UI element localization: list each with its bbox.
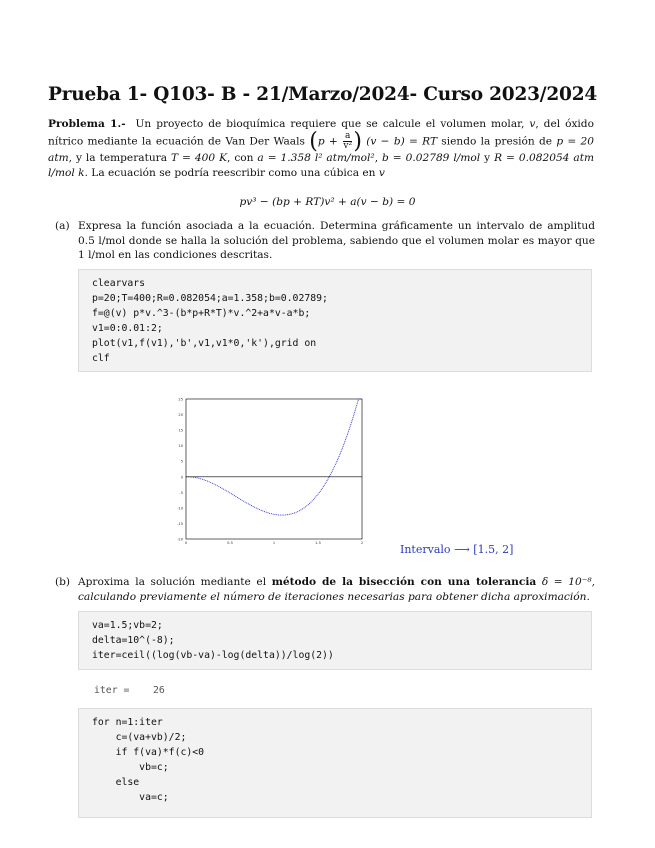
code-line: vb=c; bbox=[92, 762, 169, 773]
a-value: a = 1.358 l² atm/mol² bbox=[257, 152, 375, 164]
p-value: p = 20 atm bbox=[48, 135, 595, 164]
code-line: if f(va)*f(c)<0 bbox=[92, 747, 205, 758]
part-b-text-1: Aproxima la solución mediante el bbox=[78, 576, 267, 588]
x-tick-label: 2 bbox=[360, 541, 364, 545]
code-line: va=1.5;vb=2; bbox=[92, 620, 163, 631]
part-b bbox=[55, 575, 595, 604]
code-line: v1=0:0.01:2; bbox=[92, 323, 163, 334]
code-line: delta=10^(-8); bbox=[92, 635, 175, 646]
part-b-text bbox=[78, 575, 595, 604]
iter-output: iter = 26 bbox=[94, 685, 165, 696]
y-tick-label: 0 bbox=[180, 475, 183, 480]
frac-num: a bbox=[345, 131, 351, 141]
y-tick-label: 25 bbox=[178, 397, 183, 402]
code-line: iter=ceil((log(vb-va)-log(delta))/log(2)) bbox=[92, 650, 334, 661]
y-tick-label: 20 bbox=[178, 413, 183, 418]
paren-close: ) bbox=[353, 129, 363, 154]
code-line: else bbox=[92, 777, 140, 788]
code-line: f=@(v) p*v.^3-(b*p+R*T)*v.^2+a*v-a*b; bbox=[92, 308, 311, 319]
y-tick-label: -20 bbox=[177, 537, 183, 542]
code-line: for n=1:iter bbox=[92, 717, 163, 728]
x-tick-label: 0.5 bbox=[227, 541, 233, 545]
part-b-text-2: δ = 10⁻⁸, calculando previamente el número de iteraciones necesarias para obtener dicha aproximación. bbox=[78, 576, 595, 603]
cubic-equation: pv³ − (bp + RT)v² + a(v − b) = 0 bbox=[239, 196, 416, 208]
problem-text-1: Un proyecto de bioquímica requiere que se calcule el volumen molar, bbox=[135, 118, 525, 130]
y-tick-label: -10 bbox=[177, 506, 183, 511]
b-value: b = 0.02789 l/mol bbox=[382, 152, 481, 164]
frac-den: v² bbox=[343, 141, 353, 151]
x-tick-label: 1 bbox=[272, 541, 276, 545]
problem-text-4: , y la temperatura bbox=[68, 152, 168, 164]
problem-text-5: , con bbox=[226, 152, 254, 164]
code-block-b1 bbox=[78, 611, 592, 670]
x-tick-label: 0 bbox=[184, 541, 188, 545]
var-v: v bbox=[529, 118, 536, 130]
code-line: clearvars bbox=[92, 278, 146, 289]
y-tick-label: 10 bbox=[178, 444, 183, 449]
y-tick-label: 5 bbox=[180, 459, 183, 464]
y-tick-label: -5 bbox=[179, 490, 183, 495]
problem-text-7: . La ecuación se podría reescribir como una cúbica en bbox=[84, 167, 376, 179]
code-line: clf bbox=[92, 353, 110, 364]
code-block-b2 bbox=[78, 708, 592, 818]
problem-label: Problema 1.- bbox=[48, 118, 126, 130]
code-line: p=20;T=400;R=0.082054;a=1.358;b=0.02789; bbox=[92, 293, 328, 304]
problem-text-3: siendo la presión de bbox=[441, 135, 553, 148]
x-tick-label: 1.5 bbox=[315, 541, 321, 545]
y-tick-label: 15 bbox=[178, 428, 183, 433]
t-value: T = 400 K bbox=[171, 152, 227, 164]
problem-text-6: y bbox=[484, 152, 491, 164]
part-b-bold: método de la bisección con una tolerancia bbox=[271, 576, 537, 588]
code-line: va=c; bbox=[92, 792, 169, 803]
paren-open: ( bbox=[309, 129, 318, 154]
r-value: R = 0.082054 atm l/mol k bbox=[48, 152, 595, 179]
problem-statement: Problema 1.- Un proyecto de bioquímica requiere que se calcule el volumen molar, v, del óxido nítrico mediante la ecuación de Van Der Waals (p + $\frac{a}{\text{v²}}$ ) (v − b) = RT siendo la presión de p = 20 atm, y la temperatura T = 400 K, con a = 1.358 l² atm/mol², b = 0.02789 l/mol y R = 0.082054 atm l/mol k. La ecuación se podría reescribir como una cúbica en v bbox=[48, 118, 595, 179]
plot-frame bbox=[186, 399, 362, 539]
interval-result: Intervalo ⟶ [1.5, 2] bbox=[400, 543, 514, 556]
code-line: plot(v1,f(v1),'b',v1,v1*0,'k'),grid on bbox=[92, 338, 317, 349]
code-line: c=(va+vb)/2; bbox=[92, 732, 187, 743]
part-a bbox=[55, 219, 595, 263]
code-block-a bbox=[78, 269, 592, 372]
eq-rest: (v − b) = RT bbox=[366, 135, 438, 148]
var-v-2: v bbox=[378, 167, 385, 179]
page-title: Prueba 1- Q103- B - 21/Marzo/2024- Curso 2023/2024 bbox=[48, 84, 598, 105]
part-a-label: (a) bbox=[55, 220, 70, 232]
plot-axes bbox=[186, 399, 362, 539]
fraction-a-v2 bbox=[343, 132, 352, 151]
part-a-text: Expresa la función asociada a la ecuación. Determina gráficamente un intervalo de amplitud 0.5 l/mol donde se halla la solución del problema, sabiendo que el volumen molar es mayor que 1 l/mol en las condiciones descritas. bbox=[78, 220, 595, 261]
function-plot bbox=[170, 393, 370, 545]
y-tick-label: -15 bbox=[177, 521, 183, 526]
eq-p-plus: p + bbox=[317, 135, 338, 148]
part-b-label: (b) bbox=[55, 576, 71, 588]
problem-text-2: , del óxido nítrico mediante la ecuación de Van Der Waals bbox=[48, 118, 594, 148]
